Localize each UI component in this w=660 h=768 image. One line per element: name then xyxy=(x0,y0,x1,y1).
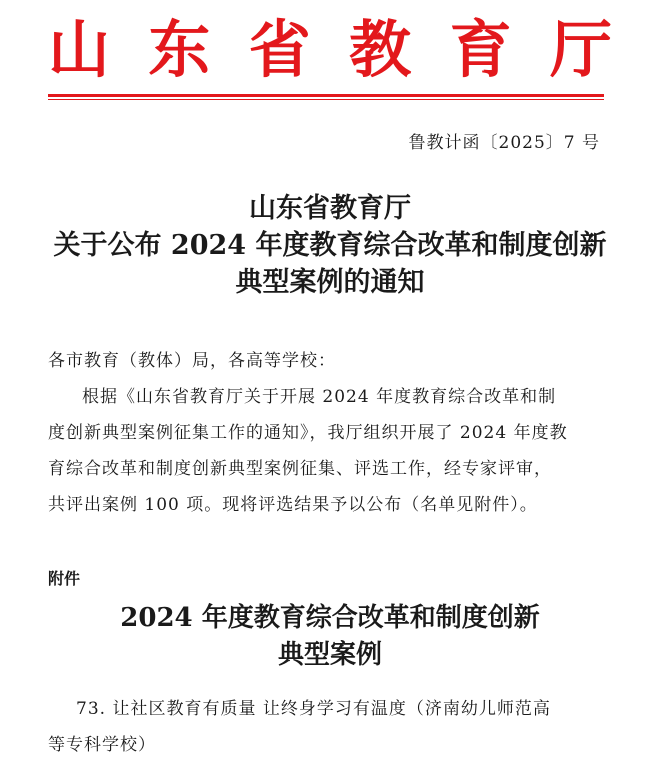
annex-title-line: 2024 年度教育综合改革和制度创新 xyxy=(120,603,540,633)
body-paragraph-line: 共评出案例 100 项。现将评选结果予以公布（名单见附件）。 xyxy=(48,495,538,515)
header-divider-thin xyxy=(48,99,604,100)
document-number: 鲁教计函〔2025〕7 号 xyxy=(408,133,600,153)
header-char: 山 xyxy=(48,13,111,86)
annex-list-item-line: 等专科学校） xyxy=(48,735,156,755)
body-paragraph-line: 育综合改革和制度创新典型案例征集、评选工作，经专家评审， xyxy=(48,459,552,479)
title-line: 关于公布 2024 年度教育综合改革和制度创新 xyxy=(53,230,607,261)
body-paragraph-line: 根据《山东省教育厅关于开展 2024 年度教育综合改革和制 xyxy=(82,387,557,407)
header-char: 省 xyxy=(248,13,311,86)
header-char: 育 xyxy=(449,13,512,86)
salutation: 各市教育（教体）局，各高等学校： xyxy=(48,351,336,371)
annex-title xyxy=(0,600,660,674)
annex-list-item-line: 73. 让社区教育有质量 让终身学习有温度（济南幼儿师范高 xyxy=(76,699,551,719)
header-char: 东 xyxy=(148,13,211,86)
title-line: 山东省教育厅 xyxy=(249,193,411,224)
title-line: 典型案例的通知 xyxy=(235,267,425,298)
annex-title-line: 典型案例 xyxy=(277,640,382,670)
annex-label: 附件 xyxy=(48,569,81,588)
body-paragraph-line: 度创新典型案例征集工作的通知》，我厅组织开展了 2024 年度教 xyxy=(48,423,568,443)
header-char: 教 xyxy=(349,13,412,86)
issuing-authority-header xyxy=(48,14,612,86)
header-divider-thick xyxy=(48,94,604,97)
header-char: 厅 xyxy=(549,13,612,86)
document-title xyxy=(0,190,660,301)
